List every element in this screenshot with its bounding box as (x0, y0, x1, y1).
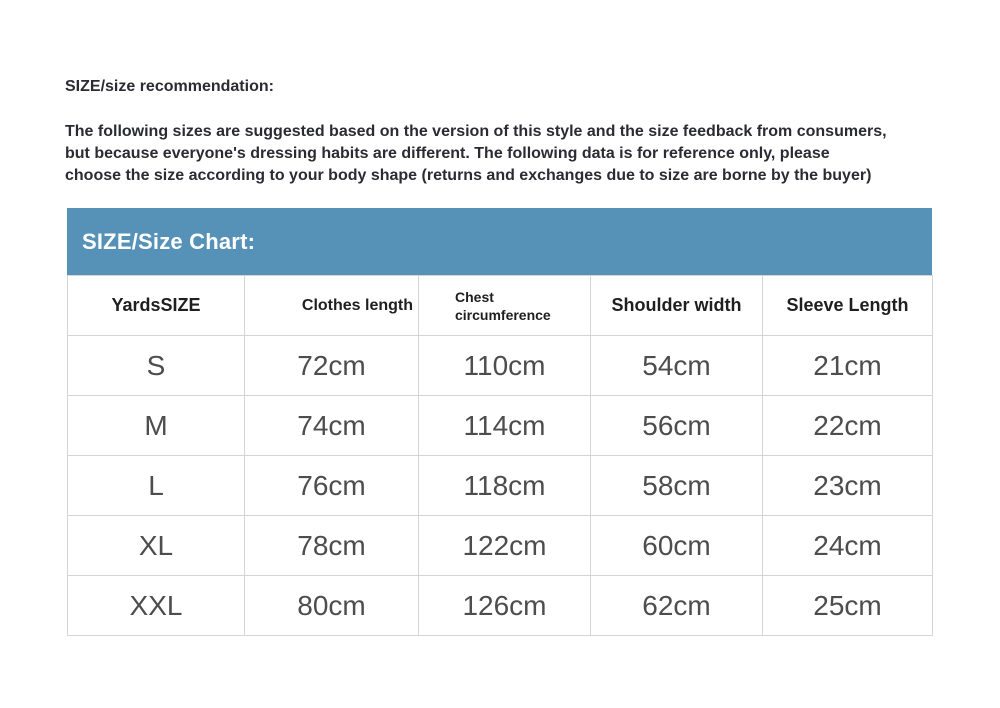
table-row-xl (68, 516, 933, 576)
column-header-sleeve-length: Sleeve Length (763, 276, 933, 336)
sleeve-length-cell: 24cm (763, 516, 933, 576)
size-label-cell: XXL (68, 576, 245, 636)
section-heading: SIZE/size recommendation: (65, 78, 274, 95)
intro-line-1: The following sizes are suggested based on the version of this style and the size feedback from consumers, (65, 123, 887, 140)
size-chart-title-bar (67, 208, 932, 275)
chest-cell: 126cm (419, 576, 591, 636)
size-label-cell: S (68, 336, 245, 396)
chest-cell: 122cm (419, 516, 591, 576)
chest-cell: 110cm (419, 336, 591, 396)
column-header-shoulder-width: Shoulder width (591, 276, 763, 336)
column-header-yards-size: YardsSIZE (68, 276, 245, 336)
clothes-length-cell: 72cm (245, 336, 419, 396)
size-label-cell: XL (68, 516, 245, 576)
shoulder-width-cell: 54cm (591, 336, 763, 396)
sleeve-length-cell: 23cm (763, 456, 933, 516)
chest-cell: 114cm (419, 396, 591, 456)
clothes-length-cell: 76cm (245, 456, 419, 516)
sleeve-length-cell: 25cm (763, 576, 933, 636)
table-header-row (68, 276, 933, 336)
size-chart-table (67, 275, 933, 636)
table-row-xxl (68, 576, 933, 636)
size-chart-title: SIZE/Size Chart: (82, 228, 256, 254)
column-header-chest-circumference: Chest circumference (419, 276, 591, 336)
chest-cell: 118cm (419, 456, 591, 516)
size-label-cell: L (68, 456, 245, 516)
shoulder-width-cell: 56cm (591, 396, 763, 456)
clothes-length-cell: 80cm (245, 576, 419, 636)
sleeve-length-cell: 21cm (763, 336, 933, 396)
table-row-m (68, 396, 933, 456)
table-row-s (68, 336, 933, 396)
clothes-length-cell: 74cm (245, 396, 419, 456)
clothes-length-cell: 78cm (245, 516, 419, 576)
intro-line-2: but because everyone's dressing habits are different. The following data is for reference only, please (65, 145, 830, 162)
shoulder-width-cell: 62cm (591, 576, 763, 636)
table-row-l (68, 456, 933, 516)
shoulder-width-cell: 58cm (591, 456, 763, 516)
intro-line-3: choose the size according to your body shape (returns and exchanges due to size are borne by the buyer) (65, 167, 872, 184)
shoulder-width-cell: 60cm (591, 516, 763, 576)
intro-paragraph (65, 121, 887, 187)
column-header-clothes-length: Clothes length (245, 276, 419, 336)
sleeve-length-cell: 22cm (763, 396, 933, 456)
size-label-cell: M (68, 396, 245, 456)
